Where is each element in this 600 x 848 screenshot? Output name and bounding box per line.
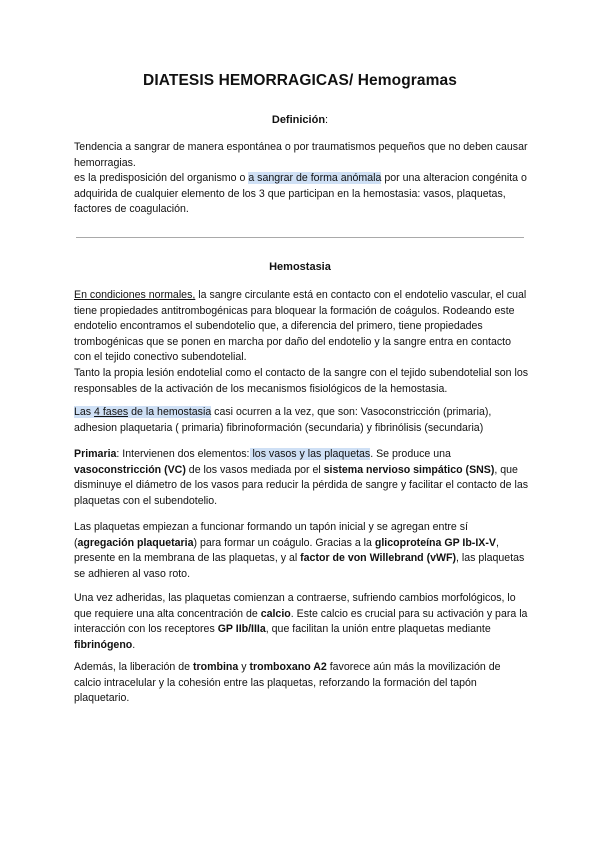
definicion-highlight: a sangrar de forma anómala — [248, 172, 382, 185]
calcio-bold: calcio — [260, 607, 291, 620]
fibrinogeno-bold: fibrinógeno — [74, 638, 133, 651]
trombina-text — [74, 660, 530, 707]
hemostasia-p1-text: la sangre circulante está en contacto con el endotelio vascular, el cual tiene propiedades antitrombogénicas para bloquear la formación de coágulos. Rodeando este endotelio encontramos el subendotelio que, a diferencia del primero, tiene propiedades trombogénicas que se ponen en marcha por daño del endotelio y la sangre entra en contacto con el tejido conectivo subendotelial. — [74, 289, 527, 364]
agregacion-text-d: , presente en la membrana de las plaquetas, y al — [74, 536, 499, 565]
definicion-p2-text-a: es la predisposición del organismo o — [74, 172, 249, 185]
calcio-text-d: , que facilitan la unión entre plaquetas mediante — [265, 623, 491, 636]
trombina-text-a: Además, la liberación de — [74, 661, 193, 673]
primaria-text-c: . Se produce una — [370, 448, 451, 460]
primaria-bold: Primaria — [74, 448, 117, 460]
definicion-heading — [0, 114, 600, 126]
agregacion-text-a: Las plaquetas empiezan a funcionar formando un tapón inicial y se agregan entre sí ( — [74, 521, 468, 549]
fases-highlight-underlined: 4 fases — [94, 406, 129, 418]
fases-paragraph — [74, 405, 530, 436]
agregacion-text — [74, 520, 530, 582]
trombina-paragraph — [74, 660, 530, 707]
definicion-heading-colon: : — [325, 114, 329, 126]
section-divider — [76, 237, 524, 238]
agregacion-text-e: , las plaquetas se adhieren al vaso roto. — [74, 552, 525, 580]
definicion-heading-text: Definición — [271, 114, 326, 126]
vasoconstriccion-bold: vasoconstricción (VC) — [74, 463, 186, 476]
primaria-text-d: de los vasos mediada por el — [185, 463, 324, 476]
trombina-bold: trombina — [192, 661, 239, 673]
calcio-text — [74, 591, 530, 653]
hemostasia-paragraph-1b: Tanto la propia lesión endotelial como el contacto de la sangre con el tejido subendotelial son los responsables de la activación de los mecanismos fisiológicos de la hemostasia. — [74, 366, 529, 395]
hemostasia-intro — [74, 288, 530, 397]
fases-rest: casi ocurren a la vez, que son: Vasoconstricción (primaria), adhesion plaquetaria ( primaria) fibrinoformación (secundaria) y fibrinólisis (secundaria) — [74, 406, 492, 434]
document-title: DIATESIS HEMORRAGICAS/ Hemogramas — [143, 72, 457, 89]
trombina-text-d: favorece aún más la movilización de calcio intracelular y la cohesión entre las plaquetas, reforzando la formación del tapón plaquetario. — [74, 661, 501, 705]
fases-text — [74, 405, 530, 436]
condiciones-normales-underlined: En condiciones normales, — [74, 289, 196, 301]
definicion-body — [74, 140, 530, 218]
primaria-text-e: , que disminuye el diámetro de los vasos para reducir la pérdida de sangre y facilitar el contacto de las plaquetas con el subendotelio. — [74, 463, 529, 507]
primaria-text — [74, 447, 530, 509]
primaria-paragraph — [74, 447, 530, 509]
trombina-text-c: y — [238, 661, 250, 673]
primaria-text-a: : Intervienen dos elementos: — [116, 448, 250, 460]
fases-highlight-b: de la hemostasia — [128, 406, 212, 418]
tromboxano-bold: tromboxano A2 — [249, 661, 327, 673]
calcio-text-c: . Este calcio es crucial para su activación y para la interacción con los receptores — [74, 607, 528, 636]
definicion-paragraph-1: Tendencia a sangrar de manera espontánea o por traumatismos pequeños que no deben causar hemorragias. — [74, 141, 528, 169]
agregacion-paragraph — [74, 520, 530, 582]
hemostasia-heading: Hemostasia — [269, 261, 331, 273]
fases-highlight-a: Las — [74, 406, 95, 418]
glicoproteina-bold: glicoproteína GP Ib-IX-V — [374, 536, 496, 549]
hemostasia-paragraph-1 — [74, 288, 530, 366]
definicion-p2-text-b: por una alteracion congénita o adquirida de cualquier elemento de los 3 que participan en la hemostasia: vasos, plaquetas, factores de coagulación. — [74, 172, 527, 216]
calcio-text-e: . — [132, 638, 136, 651]
calcio-text-a: Una vez adheridas, las plaquetas comienzan a contraerse, sufriendo cambios morfológicos, lo que requiere una alta concentración de — [74, 592, 516, 620]
definicion-paragraph-2 — [74, 171, 530, 218]
gp-iib-iiia-bold: GP IIb/IIIa — [217, 623, 266, 636]
agregacion-text-c: ) para formar un coágulo. Gracias a la — [193, 536, 375, 549]
agregacion-bold: agregación plaquetaria — [77, 536, 194, 549]
calcio-paragraph — [74, 591, 530, 653]
vwf-bold: factor de von Willebrand (vWF) — [300, 552, 457, 565]
vasos-plaquetas-highlight: los vasos y las plaquetas — [249, 448, 371, 460]
sns-bold: sistema nervioso simpático (SNS) — [323, 463, 495, 476]
